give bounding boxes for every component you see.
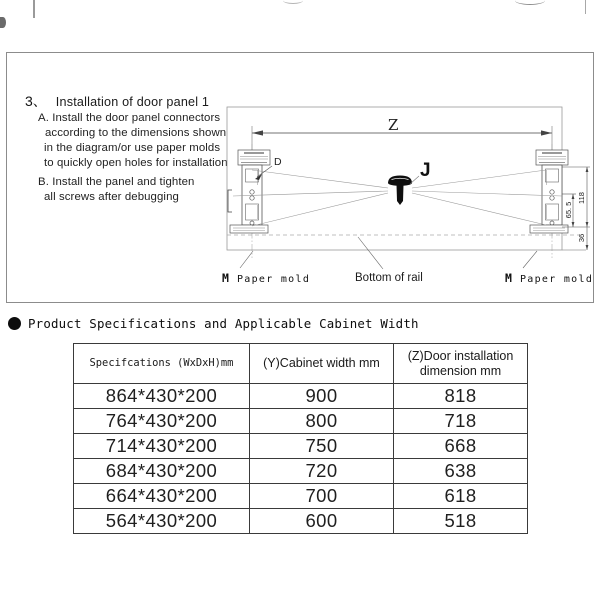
dimension-cell: 718 <box>394 409 528 434</box>
bullet-icon <box>8 317 21 330</box>
caption-paper-mold-right: M Paper mold <box>505 271 594 285</box>
spec-table-header-row <box>74 344 528 384</box>
spec-table <box>73 343 528 534</box>
instruction-line: all screws after debugging <box>44 191 179 203</box>
scan-artifact <box>585 0 586 14</box>
instruction-line: B. Install the panel and tighten <box>38 176 195 188</box>
dim-z-label: Z <box>388 116 399 134</box>
scan-artifact <box>0 17 6 28</box>
table-row <box>74 434 528 459</box>
col-header-door-dimension: (Z)Door installation dimension mm <box>394 344 528 384</box>
label-d: D <box>274 156 282 168</box>
scan-artifact <box>515 0 545 5</box>
dim-65-5-label: 65. 5 <box>564 201 573 219</box>
table-row <box>74 484 528 509</box>
dim-36-label: 36 <box>577 233 586 243</box>
width-cell: 750 <box>250 434 394 459</box>
spec-cell: 714*430*200 <box>74 434 250 459</box>
col-header-specifications: Specifcations (WxDxH)mm <box>74 344 250 384</box>
caption-paper-mold-left: M Paper mold <box>222 271 311 285</box>
width-cell: 700 <box>250 484 394 509</box>
table-row <box>74 384 528 409</box>
width-cell: 900 <box>250 384 394 409</box>
spec-cell: 684*430*200 <box>74 459 250 484</box>
z-dimension <box>252 126 552 152</box>
width-cell: 600 <box>250 509 394 534</box>
label-j: J <box>420 160 431 181</box>
table-row <box>74 459 528 484</box>
paper-mold-left <box>228 144 270 258</box>
dimension-cell: 818 <box>394 384 528 409</box>
width-cell: 720 <box>250 459 394 484</box>
instruction-line: to quickly open holes for installation <box>44 157 228 169</box>
dimension-cell: 638 <box>394 459 528 484</box>
marker-m: M <box>222 271 229 285</box>
spec-cell: 564*430*200 <box>74 509 250 534</box>
screw-icon <box>388 176 412 206</box>
installation-diagram <box>6 52 594 302</box>
caption-leaders <box>240 237 537 269</box>
caption-bottom-of-rail: Bottom of rail <box>355 272 423 284</box>
dimension-cell: 518 <box>394 509 528 534</box>
scan-artifact <box>283 0 303 4</box>
marker-m: M <box>505 271 512 285</box>
instruction-line: in the diagram/or use paper molds <box>44 142 221 154</box>
dimension-cell: 618 <box>394 484 528 509</box>
instruction-line: A. Install the door panel connectors <box>38 112 221 124</box>
table-row <box>74 409 528 434</box>
table-row <box>74 509 528 534</box>
spec-section-heading <box>8 316 419 331</box>
spec-heading-text: Product Specifications and Applicable Cabinet Width <box>28 316 419 331</box>
width-cell: 800 <box>250 409 394 434</box>
spec-cell: 764*430*200 <box>74 409 250 434</box>
section-number: 3、 <box>25 93 47 109</box>
instruction-line: according to the dimensions shown <box>45 127 227 139</box>
spec-cell: 864*430*200 <box>74 384 250 409</box>
scan-artifact <box>33 0 35 18</box>
col-header-cabinet-width: (Y)Cabinet width mm <box>250 344 394 384</box>
section-title: Installation of door panel 1 <box>55 95 210 109</box>
dimension-cell: 668 <box>394 434 528 459</box>
spec-cell: 664*430*200 <box>74 484 250 509</box>
dim-118-label: 118 <box>577 192 586 204</box>
